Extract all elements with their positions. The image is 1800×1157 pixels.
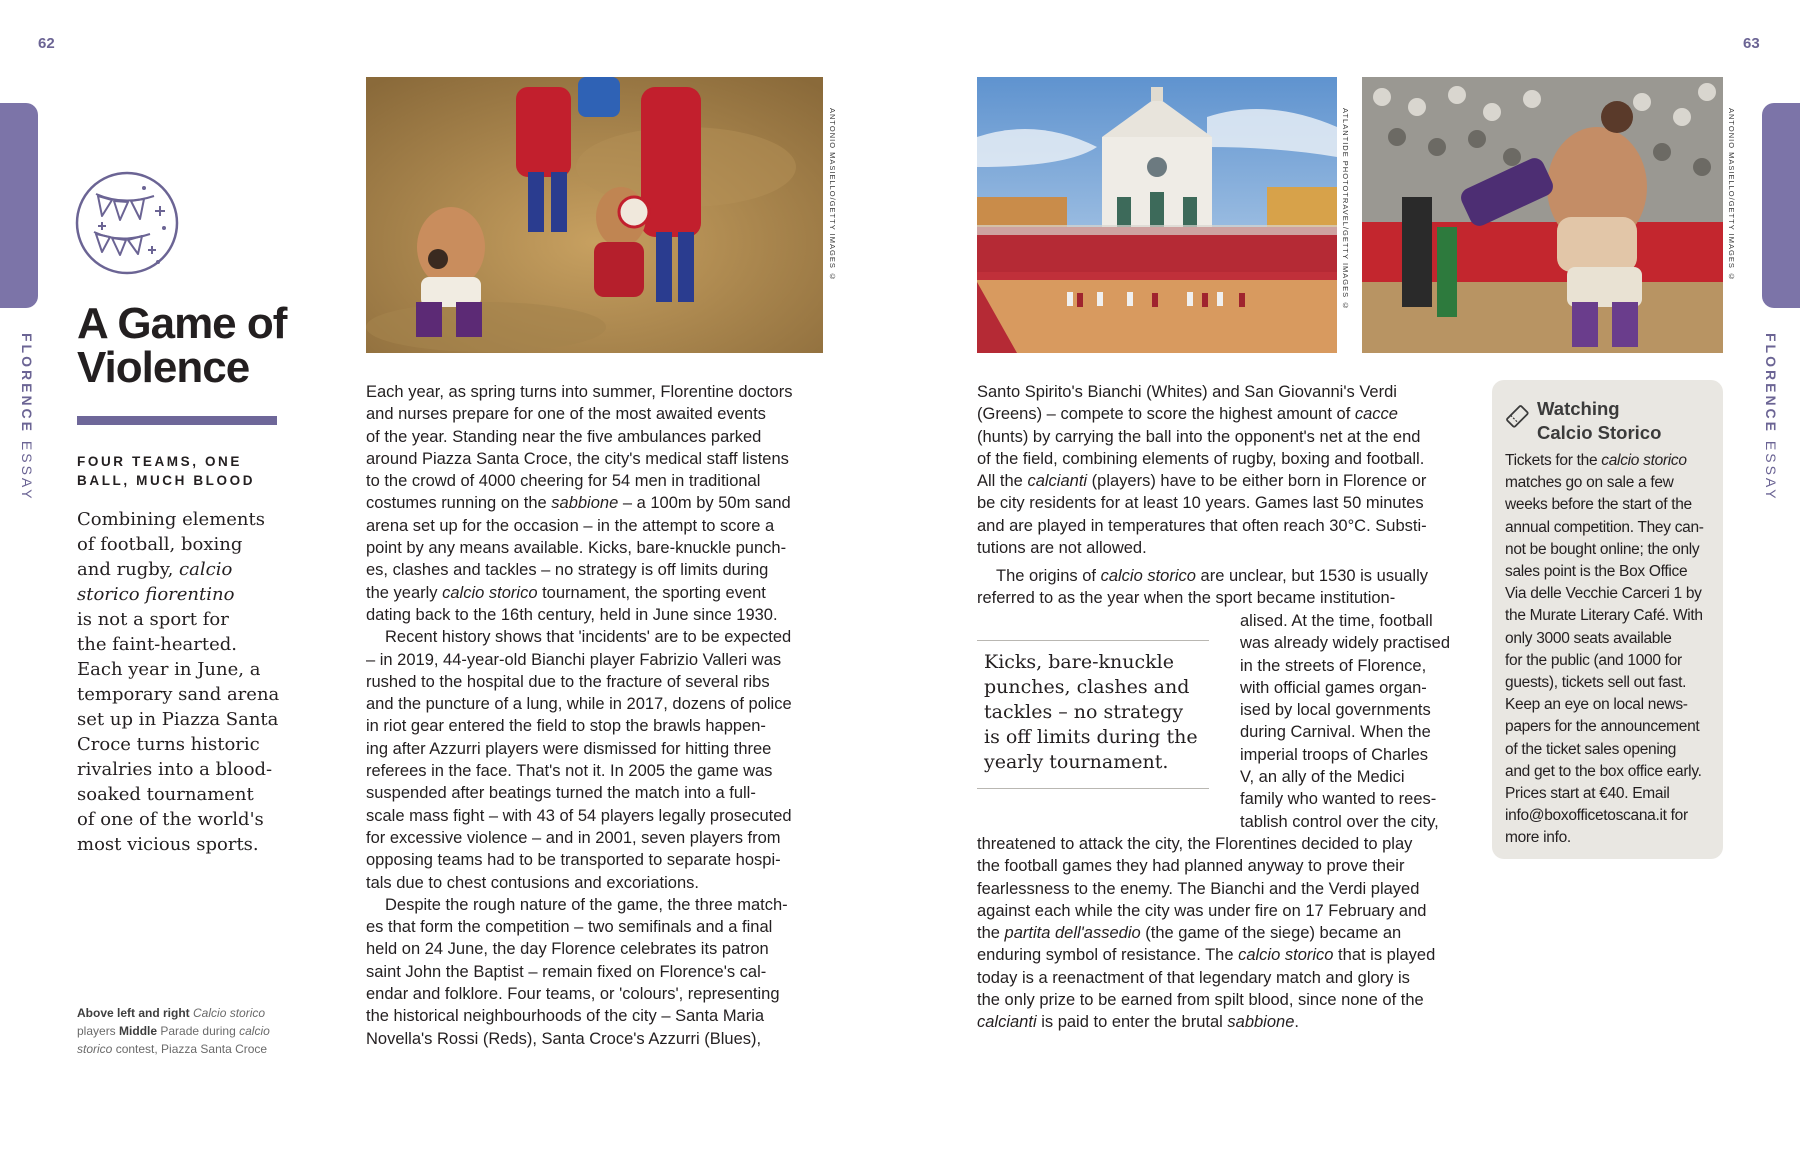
sidebar-line: for the public (and 1000 for — [1505, 651, 1682, 669]
text-line: costumes running on the sabbione – a 100m by 50m sand — [366, 494, 791, 513]
sidebar-title — [1537, 397, 1717, 445]
sidebar-line: sales point is the Box Office — [1505, 563, 1688, 581]
text-line: tals due to chest contusions and excoriations. — [366, 873, 699, 892]
text-line: was already widely practised — [1240, 634, 1451, 653]
intro-line: of football, boxing — [77, 534, 243, 555]
ticket-icon — [1504, 403, 1530, 429]
intro-line: and rugby, calcio — [77, 559, 233, 580]
caption-italic: calcio — [239, 1024, 270, 1038]
right-section-label — [1763, 333, 1779, 502]
sidebar-line: papers for the announcement — [1505, 718, 1700, 736]
sidebar-line: guests), tickets sell out fast. — [1505, 674, 1687, 692]
text-line: and the puncture of a lung, while in 2017, dozens of police — [366, 695, 792, 714]
section-category: ESSAY — [1763, 440, 1779, 502]
caption-italic: Calcio storico — [193, 1006, 266, 1020]
sidebar-body — [1505, 450, 1720, 850]
text-line: in the streets of Florence, — [1240, 656, 1427, 675]
text-line: ised by local governments — [1240, 701, 1431, 720]
text-line: rushed to the hospital due to the fracture of several ribs — [366, 672, 770, 691]
pull-quote-line: is off limits during the — [984, 726, 1198, 748]
left-section-label — [19, 333, 35, 502]
text-line: es, clashes and tackles – no strategy is off limits during — [366, 561, 769, 580]
text-line: calcianti is paid to enter the brutal sabbione. — [977, 1013, 1299, 1032]
italic-term: calcio — [179, 559, 233, 580]
text-line: (Greens) – compete to score the highest amount of cacce — [977, 405, 1398, 424]
text-line: Recent history shows that 'incidents' are to be expected — [385, 628, 792, 647]
bunting-badge-icon — [74, 170, 180, 276]
section-destination: FLORENCE — [19, 333, 35, 434]
title-line: Violence — [77, 343, 250, 392]
text-line: Despite the rough nature of the game, the three match- — [385, 895, 788, 914]
intro-line: is not a sport for — [77, 609, 229, 630]
text-line: to the crowd of 4000 cheering for 54 men in traditional — [366, 472, 761, 491]
caption-text: players — [77, 1024, 116, 1038]
text-line: alised. At the time, football — [1240, 612, 1433, 630]
sidebar-line: Keep an eye on local news- — [1505, 696, 1688, 714]
pull-quote-line: yearly tournament. — [984, 751, 1169, 773]
left-page-number: 62 — [38, 35, 55, 52]
right-page-number: 63 — [1743, 35, 1760, 52]
italic-term: sabbione — [1227, 1013, 1295, 1032]
text-line: tablish control over the city, — [1240, 812, 1439, 831]
photo-wrestling-players — [1362, 77, 1723, 353]
paragraph — [366, 381, 836, 626]
italic-term: calcianti — [1027, 472, 1088, 491]
section-destination: FLORENCE — [1763, 333, 1779, 434]
italic-term: calcio storico — [442, 583, 538, 602]
caption-italic: storico — [77, 1042, 113, 1056]
caption-position: Middle — [119, 1024, 158, 1038]
section-category: ESSAY — [19, 440, 35, 502]
pull-quote — [984, 650, 1216, 775]
pull-quote-line: punches, clashes and — [984, 676, 1190, 698]
text-line: The origins of calcio storico are unclear, but 1530 is usually — [996, 567, 1429, 585]
sidebar-line: more info. — [1505, 829, 1571, 847]
pull-quote-line: Kicks, bare-knuckle — [984, 651, 1174, 673]
paragraph — [366, 626, 836, 894]
text-line: the football games they had planned anyway to prove their — [977, 857, 1405, 876]
text-line: of the year. Standing near the five ambulances parked — [366, 427, 762, 446]
intro-line — [77, 582, 287, 607]
article-title — [77, 299, 307, 392]
text-line: – in 2019, 44-year-old Bianchi player Fabrizio Valleri was — [366, 650, 782, 669]
sidebar-title-line: Watching — [1537, 398, 1620, 419]
sidebar-line: of the ticket sales opening — [1505, 740, 1677, 758]
text-line: tutions are not allowed. — [977, 539, 1147, 558]
body-column-2-origins — [977, 565, 1477, 610]
italic-term: sabbione — [551, 494, 619, 513]
left-edge-tab — [0, 103, 38, 308]
text-line: fearlessness to the enemy. The Bianchi and the Verdi played — [977, 879, 1420, 898]
photo-santa-croce-parade — [977, 77, 1337, 353]
photo-credit: ANTONIO MASIELLO/GETTY IMAGES © — [1727, 108, 1736, 282]
text-line: today is a reenactment of that legendary match and glory is — [977, 968, 1410, 987]
sidebar-line: only 3000 seats available — [1505, 629, 1672, 647]
intro-line: Combining elements — [77, 509, 265, 530]
text-line: during Carnival. When the — [1240, 723, 1431, 742]
italic-term: partita dell'assedio — [1004, 924, 1141, 943]
intro-line: soaked tournament — [77, 784, 254, 805]
title-rule — [77, 416, 277, 425]
text-line: referees in the face. That's not it. In 2005 the game was — [366, 762, 773, 781]
paragraph — [366, 894, 836, 1050]
sidebar-line: weeks before the start of the — [1505, 496, 1692, 514]
text-line: Novella's Rossi (Reds), Santa Croce's Azzurri (Blues), — [366, 1029, 762, 1048]
text-line: the historical neighbourhoods of the city – Santa Maria — [366, 1007, 765, 1026]
sidebar-line: the Murate Literary Café. With — [1505, 607, 1703, 625]
caption-position: Above left and right — [77, 1006, 190, 1020]
photo-credit: ATLANTIDE PHOTOTRAVEL/GETTY IMAGES © — [1341, 108, 1350, 312]
text-line: Each year, as spring turns into summer, Florentine doctors — [366, 383, 793, 401]
text-line: endar and folklore. Four teams, or 'colours', representing — [366, 985, 780, 1004]
intro-line: of one of the world's — [77, 809, 264, 830]
text-line: against each while the city was under fire on 17 February and — [977, 901, 1427, 920]
italic-term: calcio storico — [1100, 567, 1196, 585]
italic-term: calcianti — [977, 1013, 1037, 1032]
text-line: the yearly calcio storico tournament, the sporting event — [366, 583, 766, 602]
text-line: held on 24 June, the day Florence celebrates its patron — [366, 940, 769, 959]
text-line: scale mass fight – with 43 of 54 players legally prosecuted — [366, 806, 792, 825]
pull-quote-line: tackles – no strategy — [984, 701, 1184, 723]
intro-line: most vicious sports. — [77, 834, 259, 855]
title-line: A Game of — [77, 299, 287, 348]
intro-line: rivalries into a blood- — [77, 759, 273, 780]
pull-quote-rule-bottom — [977, 788, 1209, 789]
text-line: saint John the Baptist – remain fixed on Florence's cal- — [366, 962, 767, 981]
text-line: referred to as the year when the sport became institution- — [977, 589, 1396, 608]
caption-line — [77, 1040, 292, 1058]
text-line: threatened to attack the city, the Florentines decided to play — [977, 835, 1413, 853]
intro-line: temporary sand arena — [77, 684, 280, 705]
text-line: in riot gear entered the field to stop the brawls happen- — [366, 717, 766, 736]
text-line: be city residents for at least 10 years. Games last 50 minutes — [977, 494, 1424, 513]
photo-players-running — [366, 77, 823, 353]
sidebar-line: not be bought online; the only — [1505, 540, 1700, 558]
photo-credit: ANTONIO MASIELLO/GETTY IMAGES © — [828, 108, 837, 282]
intro-line: the faint-hearted. — [77, 634, 237, 655]
text-line: enduring symbol of resistance. The calcio storico that is played — [977, 946, 1436, 965]
intro-line: set up in Piazza Santa — [77, 709, 279, 730]
italic-term: storico fiorentino — [77, 584, 235, 605]
text-line: V, an ally of the Medici — [1240, 768, 1405, 787]
sidebar-line: matches go on sale a few — [1505, 474, 1674, 492]
article-intro — [77, 507, 287, 857]
text-line: with official games organ- — [1240, 678, 1427, 697]
sidebar-line: Prices start at €40. Email — [1505, 785, 1670, 803]
text-line: es that form the competition – two semifinals and a final — [366, 918, 773, 937]
caption-line — [77, 1004, 292, 1022]
right-edge-tab — [1762, 103, 1800, 308]
photo-caption — [77, 1004, 292, 1058]
kicker-line: FOUR TEAMS, ONE — [77, 454, 243, 469]
caption-line — [77, 1022, 292, 1040]
text-line: dating back to the 16th century, held in June since 1930. — [366, 605, 778, 624]
sidebar-line: Tickets for the calcio storico — [1505, 452, 1687, 469]
text-line: suspended after beatings turned the match into a full- — [366, 784, 756, 803]
text-line: ing after Azzurri players were dismissed for hitting three — [366, 739, 772, 758]
text-line: Santo Spirito's Bianchi (Whites) and San Giovanni's Verdi — [977, 383, 1397, 401]
sidebar-line: annual competition. They can- — [1505, 518, 1704, 536]
text-line: opposing teams had to be transported to separate hospi- — [366, 851, 781, 870]
sidebar-title-line: Calcio Storico — [1537, 422, 1662, 443]
intro-line: Each year in June, a — [77, 659, 261, 680]
text-line: and are played in temperatures that often reach 30°C. Substi- — [977, 516, 1427, 535]
text-line: of the field, combining elements of rugby, boxing and football. — [977, 449, 1425, 468]
sidebar-line: Via delle Vecchie Carceri 1 by — [1505, 585, 1702, 603]
text-line: imperial troops of Charles — [1240, 745, 1428, 764]
body-column-2-bottom — [977, 833, 1477, 1034]
caption-text: contest, Piazza Santa Croce — [115, 1042, 268, 1056]
text-line: family who wanted to rees- — [1240, 790, 1437, 809]
kicker-line: BALL, MUCH BLOOD — [77, 473, 256, 488]
caption-text: Parade during — [160, 1024, 236, 1038]
italic-term: calcio storico — [1601, 452, 1687, 469]
intro-line: Croce turns historic — [77, 734, 260, 755]
body-column-2-top — [977, 381, 1477, 559]
body-column-1 — [366, 381, 836, 1050]
text-line: for excessive violence – and in 2001, seven players from — [366, 828, 781, 847]
pull-quote-rule-top — [977, 640, 1209, 641]
text-line: (hunts) by carrying the ball into the opponent's net at the end — [977, 427, 1421, 446]
article-kicker — [77, 452, 255, 490]
sidebar-line: info@boxofficetoscana.it for — [1505, 807, 1688, 825]
italic-term: cacce — [1354, 405, 1398, 424]
sidebar-line: and get to the box office early. — [1505, 762, 1702, 780]
text-line: around Piazza Santa Croce, the city's medical staff listens — [366, 449, 789, 468]
watching-sidebar — [1492, 380, 1723, 859]
text-line: and nurses prepare for one of the most awaited events — [366, 405, 766, 424]
body-column-2-wrap — [1240, 610, 1480, 833]
text-line: point by any means available. Kicks, bare-knuckle punch- — [366, 539, 787, 558]
text-line: the only prize to be earned from spilt blood, since none of the — [977, 991, 1424, 1010]
text-line: All the calcianti (players) have to be either born in Florence or — [977, 472, 1427, 491]
text-line: arena set up for the occasion – in the attempt to score a — [366, 516, 775, 535]
italic-term: calcio storico — [1238, 946, 1334, 965]
text-line: the partita dell'assedio (the game of the siege) became an — [977, 924, 1402, 943]
